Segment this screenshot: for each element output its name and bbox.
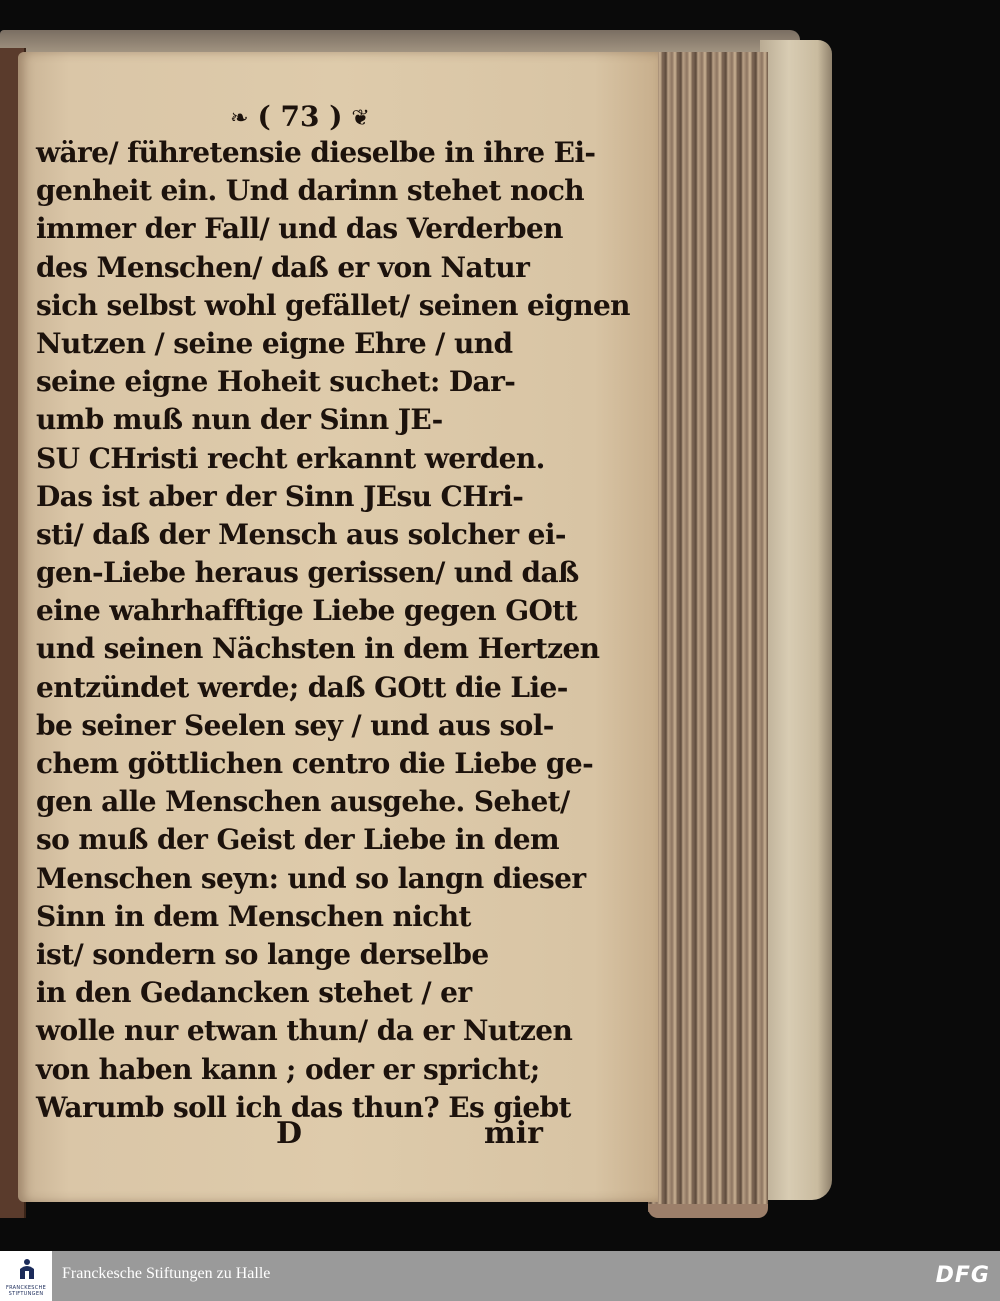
page-edges xyxy=(648,52,768,1212)
text-line: seine eigne Hoheit suchet: Dar- xyxy=(36,365,516,399)
text-line: so muß der Geist der Liebe in dem xyxy=(36,823,560,857)
institution-logo[interactable] xyxy=(0,1251,52,1301)
institution-logo-text: FRANCKESCHE STIFTUNGEN xyxy=(5,1285,47,1297)
book-cover-right xyxy=(760,40,832,1200)
text-line: genheit ein. Und darinn stehet noch xyxy=(36,174,585,208)
text-line: gen-Liebe heraus gerissen/ und daß xyxy=(36,556,579,590)
catchword: mir xyxy=(484,1116,543,1151)
text-line: Nutzen / seine eigne Ehre / und xyxy=(36,326,513,360)
text-line: wolle nur etwan thun/ da er Nutzen xyxy=(36,1014,573,1048)
text-line: be seiner Seelen sey / und aus sol- xyxy=(36,708,554,742)
text-line: von haben kann ; oder er spricht; xyxy=(36,1052,540,1086)
page-number: ( 73 ) xyxy=(257,100,343,133)
ornament-right-icon: ❦ xyxy=(351,106,370,131)
signature-mark: D xyxy=(276,1116,303,1151)
text-line: gen alle Menschen ausgehe. Sehet/ xyxy=(36,785,570,819)
text-line: umb muß nun der Sinn JE- xyxy=(36,403,443,437)
text-line: sti/ daß der Mensch aus solcher ei- xyxy=(36,517,566,551)
text-line: Warumb soll ich das thun? Es giebt xyxy=(36,1090,571,1124)
text-line: und seinen Nächsten in dem Hertzen xyxy=(36,632,600,666)
page-body-text xyxy=(36,134,630,1127)
text-line: in den Gedancken stehet / er xyxy=(36,976,472,1010)
text-line: wäre/ führetensie dieselbe in ihre Ei- xyxy=(36,136,596,169)
institution-name[interactable]: Franckesche Stiftungen zu Halle xyxy=(62,1265,271,1282)
text-line: Das ist aber der Sinn JEsu CHri- xyxy=(36,479,524,513)
ornament-left-icon: ❧ xyxy=(230,106,249,131)
dfg-logo[interactable]: DFG xyxy=(935,1263,990,1288)
viewer-footer-bar xyxy=(0,1251,1000,1301)
text-line: chem göttlichen centro die Liebe ge- xyxy=(36,747,594,780)
text-line: entzündet werde; daß GOtt die Lie- xyxy=(36,670,568,704)
institution-logo-icon xyxy=(16,1257,38,1281)
text-line: immer der Fall/ und das Verderben xyxy=(36,212,563,246)
text-line: Menschen seyn: und so langn dieser xyxy=(36,861,586,895)
text-line: des Menschen/ daß er von Natur xyxy=(36,250,530,284)
text-line: sich selbst wohl gefället/ seinen eignen xyxy=(36,288,630,322)
text-line: Sinn in dem Menschen nicht xyxy=(36,899,471,933)
text-line: ist/ sondern so lange derselbe xyxy=(36,937,489,971)
text-line: SU CHristi recht erkannt werden. xyxy=(36,441,545,475)
text-line: eine wahrhafftige Liebe gegen GOtt xyxy=(36,594,577,628)
